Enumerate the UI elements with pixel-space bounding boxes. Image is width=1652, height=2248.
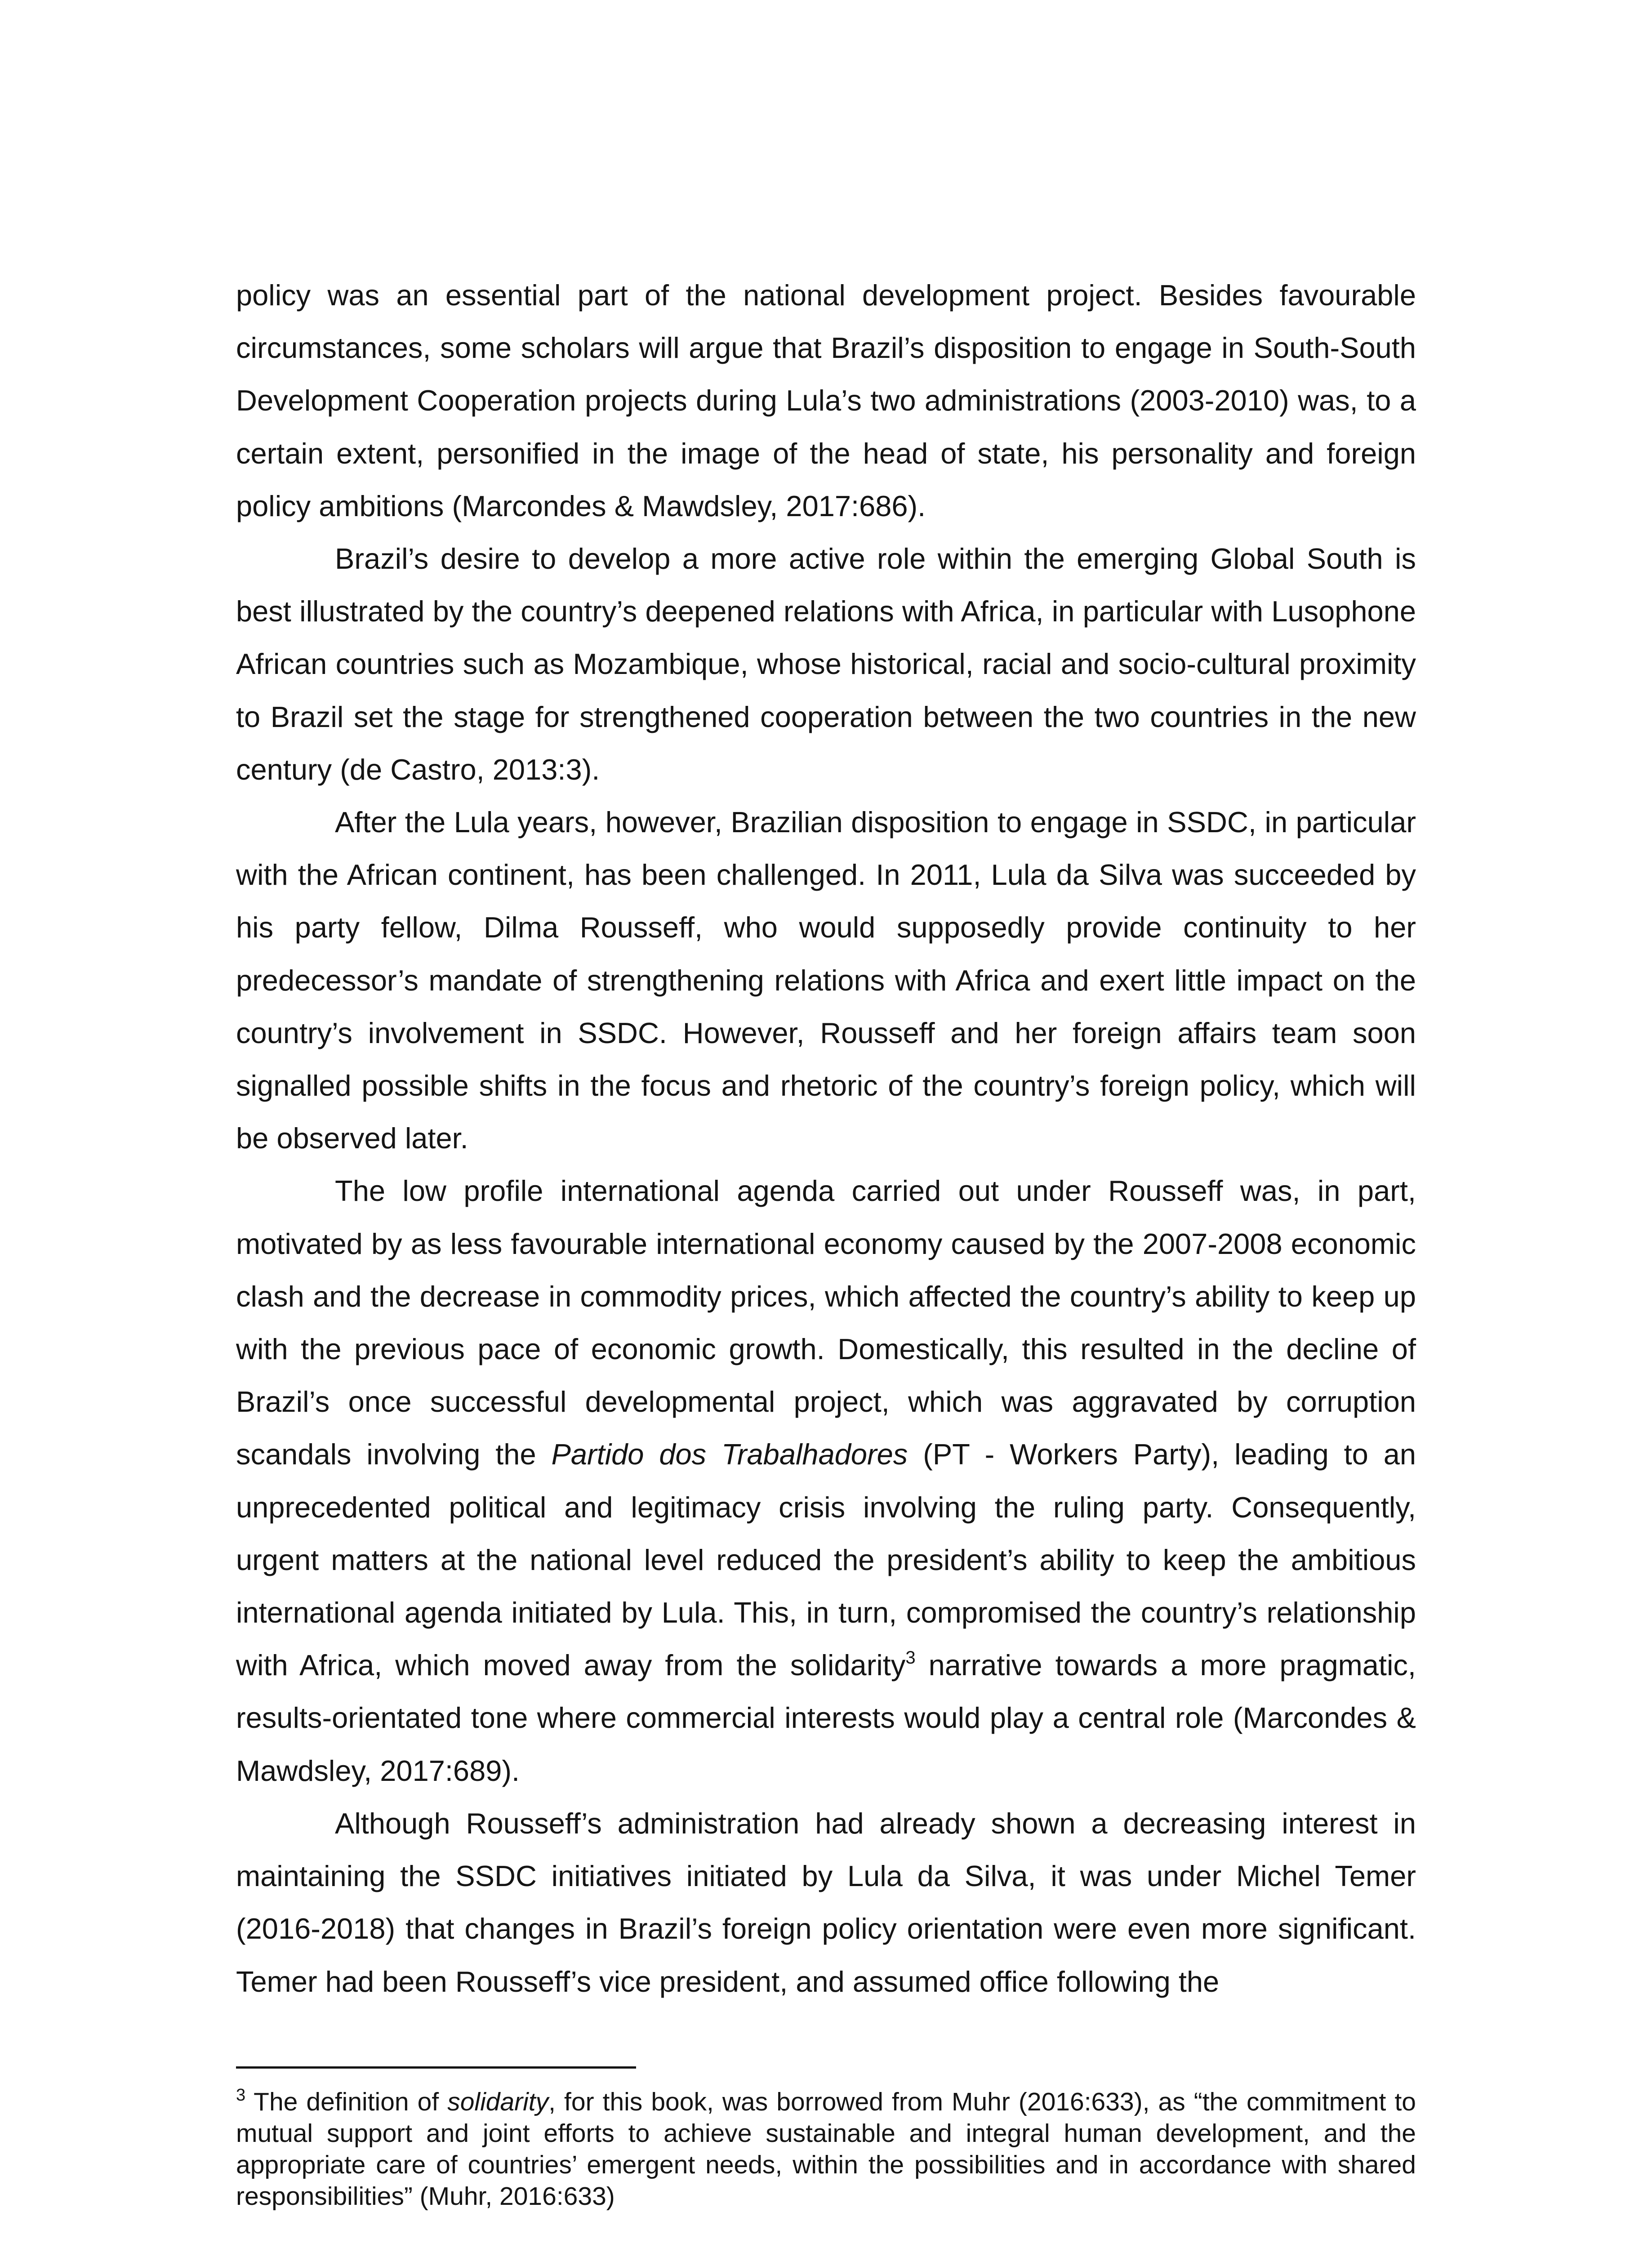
paragraph-1-text: policy was an essential part of the national development project. Besides favourable circumstances, some scholars will argue that Brazil’s disposition to engage in South-South Development Cooperation projects during Lula’s two administrations (2003-2010) was, to a certain extent, personified in the image of the head of state, his personality and foreign policy ambitions (Marcondes & Mawdsley, 2017:686). [236,279,1416,522]
paragraph-5 [236,1797,1416,2008]
paragraph-3-text: After the Lula years, however, Brazilian disposition to engage in SSDC, in particular with the African continent, has been challenged. In 2011, Lula da Silva was succeeded by his party fellow, Dilma Rousseff, who would supposedly provide continuity to her predecessor’s mandate of strengthening relations with Africa and exert little impact on the country’s involvement in SSDC. However, Rousseff and her foreign affairs team soon signalled possible shifts in the focus and rhetoric of the country’s foreign policy, which will be observed later. [236,806,1416,1155]
footnote [236,2086,1416,2212]
paragraph-2-text: Brazil’s desire to develop a more active role within the emerging Global South is best illustrated by the country’s deepened relations with Africa, in particular with Lusophone African countries such as Mozambique, whose historical, racial and socio-cultural proximity to Brazil set the stage for strengthened cooperation between the two countries in the new century (de Castro, 2013:3). [236,542,1416,786]
paragraph-2 [236,532,1416,796]
footnote-italic-term: solidarity [447,2087,549,2116]
paragraph-4 [236,1164,1416,1797]
paragraph-3 [236,796,1416,1164]
footnote-marker: 3 [236,2086,246,2105]
footnote-text [236,2086,1416,2212]
paragraph-4-italic-party-name: Partido dos Trabalhadores [551,1438,908,1471]
paragraph-1 [236,269,1416,532]
paragraph-5-text: Although Rousseff’s administration had already shown a decreasing interest in maintaining the SSDC initiatives initiated by Lula da Silva, it was under Michel Temer (2016-2018) that changes in Brazil’s foreign policy orientation were even more significant. Temer had been Rousseff’s vice president, and assumed office following the [236,1806,1416,1998]
footnote-text-after-italic: , for this book, was borrowed from Muhr (2016:633), as “the commitment to mutual support and joint efforts to achieve sustainable and integral human development, and the appropriate care of countries’ emergent needs, within the possibilities and in accordance with shared responsibilities” (Muhr, 2016:633) [236,2087,1416,2211]
footnote-text-before-italic: The definition of [245,2087,448,2116]
body-text [236,269,1416,2008]
paragraph-4-text-before-italic: The low profile international agenda carried out under Rousseff was, in part, motivated by as less favourable international economy caused by the 2007-2008 economic clash and the decrease in commodity prices, which affected the country’s ability to keep up with the previous pace of economic growth. Domestically, this resulted in the decline of Brazil’s once successful developmental project, which was aggravated by corruption scandals involving the [236,1174,1416,1471]
footnote-separator [236,2066,636,2069]
footnote-reference-marker[interactable]: 3 [905,1648,916,1668]
paragraph-4-text-after-italic: (PT - Workers Party), leading to an unprecedented political and legitimacy crisis involving the ruling party. Consequently, urgent matters at the national level reduced the president’s ability to keep the ambitious international agenda initiated by Lula. This, in turn, compromised the country’s relationship with Africa, which moved away from the solidarity [236,1438,1416,1682]
paragraph-4-text-after-marker: narrative towards a more pragmatic, results-orientated tone where commercial interests would play a central role (Marcondes & Mawdsley, 2017:689). [236,1649,1416,1787]
